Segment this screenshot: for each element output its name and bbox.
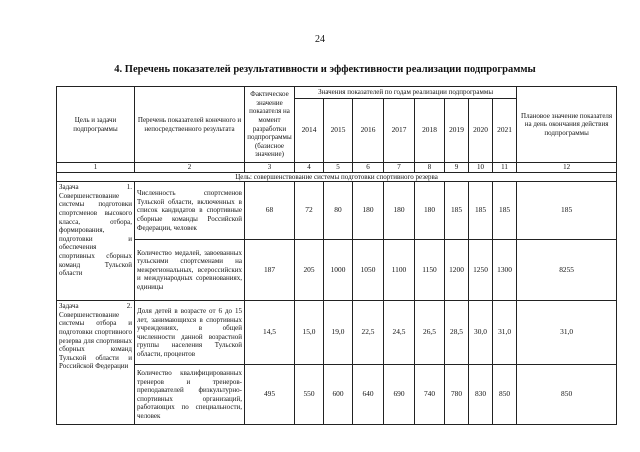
year-value: 1150: [415, 240, 445, 301]
column-number: 6: [353, 163, 384, 173]
header-years-group: Значения показателей по годам реализации подпрограммы: [295, 87, 517, 99]
year-value: 690: [384, 365, 415, 425]
column-number-row: [57, 163, 617, 173]
column-number: 11: [493, 163, 517, 173]
year-value: 1000: [324, 240, 353, 301]
year-value: 19,0: [324, 301, 353, 365]
planned-value: 31,0: [517, 301, 617, 365]
header-indicators: Перечень показателей конечного и непосредственного результата: [135, 87, 245, 163]
column-number: 5: [324, 163, 353, 173]
year-value: 31,0: [493, 301, 517, 365]
header-year: 2018: [415, 99, 445, 163]
table-row: [57, 240, 617, 301]
column-number: 10: [469, 163, 493, 173]
header-year: 2019: [445, 99, 469, 163]
year-value: 15,0: [295, 301, 324, 365]
baseline-value: 68: [245, 182, 295, 240]
header-year: 2020: [469, 99, 493, 163]
header-year: 2015: [324, 99, 353, 163]
planned-value: 185: [517, 182, 617, 240]
year-value: 1200: [445, 240, 469, 301]
year-value: 30,0: [469, 301, 493, 365]
year-value: 1250: [469, 240, 493, 301]
indicator-text: Количество медалей, завоеванных тульскими спортсменами на межрегиональных, всероссийских и международных соревнованиях, единицы: [135, 240, 245, 301]
year-value: 24,5: [384, 301, 415, 365]
header-year: 2017: [384, 99, 415, 163]
column-number: 8: [415, 163, 445, 173]
year-value: 740: [415, 365, 445, 425]
table-row: [57, 365, 617, 425]
year-value: 830: [469, 365, 493, 425]
header-planned: Плановое значение показателя на день окончания действия подпрограммы: [517, 87, 617, 163]
column-number: 1: [57, 163, 135, 173]
task-1-text: Задача 1. Совершенствование системы подготовки спортсменов высокого класса, отбора, формирования, подготовки и обеспечения спортивных сборных команд Тульской области: [57, 182, 135, 301]
year-value: 80: [324, 182, 353, 240]
table-row: [57, 301, 617, 365]
year-value: 1100: [384, 240, 415, 301]
column-number: 9: [445, 163, 469, 173]
page-number: 24: [315, 34, 325, 45]
year-value: 180: [384, 182, 415, 240]
year-value: 185: [493, 182, 517, 240]
column-number: 4: [295, 163, 324, 173]
year-value: 640: [353, 365, 384, 425]
planned-value: 850: [517, 365, 617, 425]
year-value: 28,5: [445, 301, 469, 365]
year-value: 185: [445, 182, 469, 240]
indicators-table: [56, 86, 617, 425]
year-value: 185: [469, 182, 493, 240]
goal-row: [57, 172, 617, 182]
baseline-value: 14,5: [245, 301, 295, 365]
header-goals: Цель и задачи подпрограммы: [57, 87, 135, 163]
indicator-text: Количество квалифицированных тренеров и тренеров-преподавателей физкультурно-спортивных организаций, работающих по специальности, человек: [135, 365, 245, 425]
table-row: [57, 182, 617, 240]
indicator-text: Доля детей в возрасте от 6 до 15 лет, занимающихся в спортивных учреждениях, в общей численности данной возрастной группы населения Тульской области, процентов: [135, 301, 245, 365]
year-value: 72: [295, 182, 324, 240]
section-title: 4. Перечень показателей результативности и эффективности реализации подпрограммы: [114, 64, 536, 75]
year-value: 1300: [493, 240, 517, 301]
column-number: 7: [384, 163, 415, 173]
year-value: 180: [353, 182, 384, 240]
indicator-text: Численность спортсменов Тульской области, включенных в список кандидатов в спортивные сборные команды Российской Федерации, человек: [135, 182, 245, 240]
column-number: 2: [135, 163, 245, 173]
task-2-text: Задача 2. Совершенствование системы отбора и подготовки спортивного резерва для спортивных сборных команд Тульской области и Российской Федерации: [57, 301, 135, 425]
header-year: 2021: [493, 99, 517, 163]
goal-text: Цель: совершенствование системы подготовки спортивного резерва: [57, 172, 617, 182]
header-year: 2016: [353, 99, 384, 163]
year-value: 180: [415, 182, 445, 240]
column-number: 3: [245, 163, 295, 173]
year-value: 22,5: [353, 301, 384, 365]
year-value: 205: [295, 240, 324, 301]
planned-value: 8255: [517, 240, 617, 301]
baseline-value: 187: [245, 240, 295, 301]
year-value: 1050: [353, 240, 384, 301]
year-value: 26,5: [415, 301, 445, 365]
baseline-value: 495: [245, 365, 295, 425]
year-value: 600: [324, 365, 353, 425]
year-value: 780: [445, 365, 469, 425]
year-value: 550: [295, 365, 324, 425]
header-year: 2014: [295, 99, 324, 163]
header-baseline: Фактическое значение показателя на момент разработки подпрограммы (базисное значение): [245, 87, 295, 163]
year-value: 850: [493, 365, 517, 425]
column-number: 12: [517, 163, 617, 173]
